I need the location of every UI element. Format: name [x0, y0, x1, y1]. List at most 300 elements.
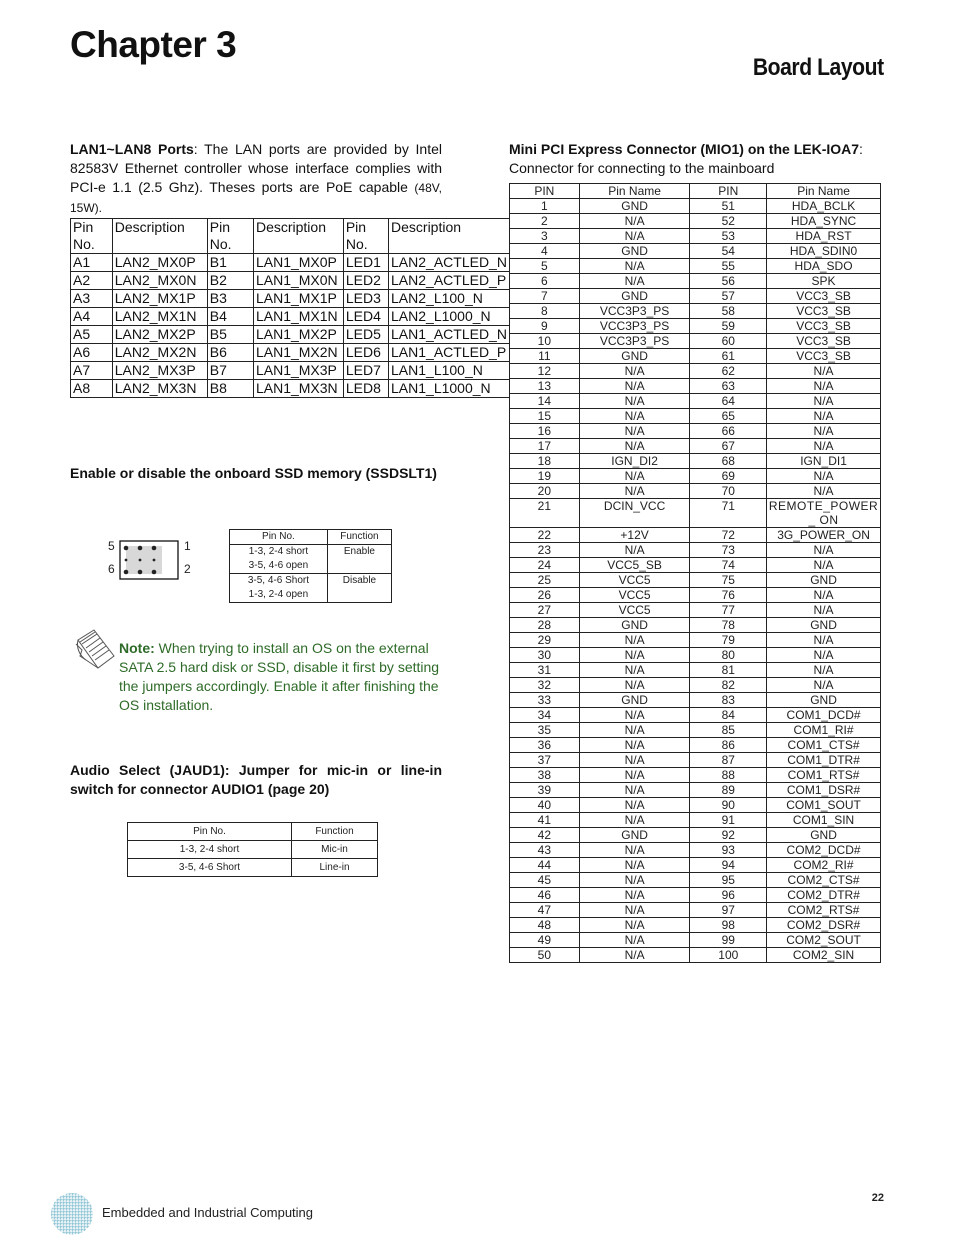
mio-cell: N/A: [579, 933, 690, 948]
mio-cell: 28: [510, 618, 580, 633]
mio-cell: 34: [510, 708, 580, 723]
lan-cell: LAN1_ACTLED_N: [389, 326, 510, 344]
mio-table-row: [510, 573, 881, 588]
ssd-disable-pin-line: 1-3, 2-4 open: [248, 589, 309, 600]
jumper-cap: [126, 546, 162, 574]
jumper-label-5: 5: [108, 539, 115, 553]
mio-cell: 73: [690, 543, 767, 558]
ssd-enable-pin-line: 3-5, 4-6 open: [248, 560, 309, 571]
mio-cell: GND: [767, 573, 881, 588]
mio-cell: N/A: [579, 364, 690, 379]
mio-cell: 4: [510, 244, 580, 259]
mio-cell: N/A: [579, 708, 690, 723]
mio-cell: 30: [510, 648, 580, 663]
mio-cell: 56: [690, 274, 767, 289]
mio-cell: 85: [690, 723, 767, 738]
mio-cell: 36: [510, 738, 580, 753]
lan-cell: LAN2_MX0P: [112, 254, 207, 272]
mio-cell: HDA_SDO: [767, 259, 881, 274]
ssd-disable-function: Disable: [327, 574, 391, 603]
mio-cell: 51: [690, 199, 767, 214]
lan-table-row: [71, 362, 510, 380]
lan-poe-note: (48V, 15W).: [70, 181, 442, 215]
mio-table-row: [510, 199, 881, 214]
mio-cell: 33: [510, 693, 580, 708]
mio-cell: N/A: [579, 813, 690, 828]
mio-table-row: [510, 379, 881, 394]
footer-company-text: Embedded and Industrial Computing: [102, 1205, 314, 1220]
mio-cell: 97: [690, 903, 767, 918]
mio-cell: 16: [510, 424, 580, 439]
lan-cell: LAN2_MX3N: [112, 380, 207, 398]
mio-cell: 68: [690, 454, 767, 469]
lan-cell: B4: [207, 308, 253, 326]
mio-cell: GND: [579, 199, 690, 214]
mio-cell: 75: [690, 573, 767, 588]
mio-cell: VCC3_SB: [767, 349, 881, 364]
mio-subtitle: Connector for connecting to the mainboard: [509, 160, 775, 176]
page-number: 22: [871, 1192, 884, 1204]
mio-cell: N/A: [579, 259, 690, 274]
mio-table-row: [510, 289, 881, 304]
ssd-heading: Enable or disable the onboard SSD memory (SSDSLT1): [70, 465, 437, 481]
lan-cell: LED6: [343, 344, 388, 362]
mio-pin-table: [509, 183, 881, 963]
mio-cell: N/A: [579, 843, 690, 858]
mio-table-row: [510, 274, 881, 289]
mio-cell: 66: [690, 424, 767, 439]
mio-table-row: [510, 424, 881, 439]
mio-table-row: [510, 364, 881, 379]
ssd-header-function: Function: [327, 530, 391, 545]
lan-cell: B5: [207, 326, 253, 344]
mio-cell: HDA_SYNC: [767, 214, 881, 229]
mio-table-row: [510, 768, 881, 783]
mio-cell: VCC5_SB: [579, 558, 690, 573]
lan-cell: LED8: [343, 380, 388, 398]
audio-jumper-table: [127, 822, 378, 877]
mio-cell: COM2_RI#: [767, 858, 881, 873]
mio-table-row: [510, 783, 881, 798]
mio-table-row: [510, 244, 881, 259]
mio-cell: COM1_DCD#: [767, 708, 881, 723]
mio-table-row: [510, 214, 881, 229]
mio-table-row: [510, 409, 881, 424]
mio-cell: GND: [579, 289, 690, 304]
jumper-label-2: 2: [184, 562, 191, 576]
mio-table-row: [510, 678, 881, 693]
mio-cell: 37: [510, 753, 580, 768]
mio-cell: N/A: [767, 484, 881, 499]
mio-cell: N/A: [579, 274, 690, 289]
mio-table-row: [510, 933, 881, 948]
mio-cell: 72: [690, 528, 767, 543]
mio-cell: 8: [510, 304, 580, 319]
mio-cell: N/A: [579, 379, 690, 394]
mio-cell: 19: [510, 469, 580, 484]
lan-cell: LAN1_MX1N: [253, 308, 343, 326]
mio-cell: 55: [690, 259, 767, 274]
lan-cell: LAN1_L1000_N: [389, 380, 510, 398]
lan-cell: LAN2_MX1P: [112, 290, 207, 308]
mio-cell: 35: [510, 723, 580, 738]
mio-cell: VCC5: [579, 588, 690, 603]
mio-cell: COM2_CTS#: [767, 873, 881, 888]
mio-table-row: [510, 843, 881, 858]
mio-cell: 92: [690, 828, 767, 843]
mio-cell: VCC3P3_PS: [579, 334, 690, 349]
mio-table-row: [510, 663, 881, 678]
mio-cell: 18: [510, 454, 580, 469]
mio-cell: 78: [690, 618, 767, 633]
mio-table-row: [510, 229, 881, 244]
lan-cell: LAN2_MX2N: [112, 344, 207, 362]
mio-cell: VCC5: [579, 603, 690, 618]
mio-table-row: [510, 394, 881, 409]
lan-cell: A7: [71, 362, 113, 380]
mio-cell: N/A: [767, 588, 881, 603]
lan-cell: LAN1_MX3P: [253, 362, 343, 380]
lan-cell: A5: [71, 326, 113, 344]
mio-cell: COM2_RTS#: [767, 903, 881, 918]
mio-cell: COM2_DCD#: [767, 843, 881, 858]
ssd-enable-function: Enable: [327, 545, 391, 574]
lan-table-row: [71, 290, 510, 308]
mio-cell: HDA_RST: [767, 229, 881, 244]
mio-cell: 13: [510, 379, 580, 394]
ssd-jumper-table: [229, 529, 392, 603]
lan-table-row: [71, 254, 510, 272]
lan-cell: LAN1_L100_N: [389, 362, 510, 380]
chapter-title: Chapter 3: [70, 24, 237, 65]
lan-cell: LAN1_ACTLED_P: [389, 344, 510, 362]
lan-cell: LAN2_ACTLED_N: [389, 254, 510, 272]
lan-header-cell: Pin No.: [71, 219, 113, 254]
audio-row-pins: 1-3, 2-4 short: [128, 841, 292, 859]
lan-cell: A2: [71, 272, 113, 290]
lan-cell: LAN2_MX1N: [112, 308, 207, 326]
note-pad-icon: [74, 626, 116, 672]
mio-cell: N/A: [579, 798, 690, 813]
mio-cell: 10: [510, 334, 580, 349]
mio-cell: REMOTE_POWER_ ON: [767, 499, 881, 528]
mio-cell: 40: [510, 798, 580, 813]
mio-cell: 5: [510, 259, 580, 274]
mio-cell: COM2_SIN: [767, 948, 881, 963]
mio-cell: 79: [690, 633, 767, 648]
mio-cell: 12: [510, 364, 580, 379]
mio-cell: COM1_RTS#: [767, 768, 881, 783]
mio-table-row: [510, 454, 881, 469]
mio-cell: N/A: [579, 469, 690, 484]
mio-cell: HDA_BCLK: [767, 199, 881, 214]
ssd-jumper-diagram: [104, 538, 196, 582]
mio-cell: GND: [579, 828, 690, 843]
mio-table-row: [510, 603, 881, 618]
mio-cell: 89: [690, 783, 767, 798]
mio-cell: 87: [690, 753, 767, 768]
mio-cell: 77: [690, 603, 767, 618]
mio-table-row: [510, 588, 881, 603]
mio-table-row: [510, 948, 881, 963]
mio-cell: HDA_SDIN0: [767, 244, 881, 259]
lan-cell: LED4: [343, 308, 388, 326]
mio-cell: 95: [690, 873, 767, 888]
mio-cell: 83: [690, 693, 767, 708]
mio-cell: 47: [510, 903, 580, 918]
mio-cell: 64: [690, 394, 767, 409]
mio-cell: 58: [690, 304, 767, 319]
note-body: When trying to install an OS on the external SATA 2.5 hard disk or SSD, disable it first by setting the jumpers accordingly. Enable it after finishing the OS installation.: [119, 640, 440, 713]
jumper-label-1: 1: [184, 539, 191, 553]
mio-cell: N/A: [579, 918, 690, 933]
mio-cell: N/A: [767, 603, 881, 618]
section-title: Board Layout: [753, 54, 884, 81]
lan-cell: LAN2_ACTLED_P: [389, 272, 510, 290]
lan-cell: A1: [71, 254, 113, 272]
mio-table-row: [510, 648, 881, 663]
mio-cell: N/A: [579, 738, 690, 753]
jumper-label-6: 6: [108, 562, 115, 576]
mio-cell: N/A: [579, 543, 690, 558]
mio-cell: 44: [510, 858, 580, 873]
lan-cell: B1: [207, 254, 253, 272]
mio-cell: 94: [690, 858, 767, 873]
mio-table-row: [510, 828, 881, 843]
lan-cell: LED2: [343, 272, 388, 290]
company-logo-icon: [50, 1192, 94, 1236]
mio-table-row: [510, 858, 881, 873]
lan-cell: A8: [71, 380, 113, 398]
mio-table-row: [510, 873, 881, 888]
mio-cell: 2: [510, 214, 580, 229]
mio-cell: 21: [510, 499, 580, 528]
mio-cell: 49: [510, 933, 580, 948]
lan-table-row: [71, 344, 510, 362]
mio-cell: 63: [690, 379, 767, 394]
mio-cell: VCC3_SB: [767, 304, 881, 319]
mio-cell: 62: [690, 364, 767, 379]
audio-header-pin: Pin No.: [128, 823, 292, 841]
mio-cell: VCC3_SB: [767, 334, 881, 349]
mio-header-cell: Pin Name: [767, 184, 881, 199]
lan-cell: B7: [207, 362, 253, 380]
mio-header-cell: PIN: [690, 184, 767, 199]
mio-cell: N/A: [767, 678, 881, 693]
mio-cell: 54: [690, 244, 767, 259]
mio-cell: 80: [690, 648, 767, 663]
mio-cell: N/A: [767, 409, 881, 424]
mio-cell: 71: [690, 499, 767, 528]
mio-cell: 76: [690, 588, 767, 603]
mio-cell: VCC3_SB: [767, 319, 881, 334]
mio-cell: 46: [510, 888, 580, 903]
mio-cell: 69: [690, 469, 767, 484]
mio-cell: GND: [767, 618, 881, 633]
mio-cell: 17: [510, 439, 580, 454]
mio-cell: 3: [510, 229, 580, 244]
mio-cell: 74: [690, 558, 767, 573]
mio-cell: 25: [510, 573, 580, 588]
mio-cell: N/A: [767, 558, 881, 573]
mio-cell: N/A: [579, 439, 690, 454]
mio-cell: 70: [690, 484, 767, 499]
mio-cell: 29: [510, 633, 580, 648]
mio-title: Mini PCI Express Connector (MIO1) on the LEK-IOA7: [509, 141, 860, 157]
mio-cell: 23: [510, 543, 580, 558]
mio-table-row: [510, 813, 881, 828]
mio-table-row: [510, 349, 881, 364]
mio-cell: N/A: [767, 424, 881, 439]
mio-cell: N/A: [767, 469, 881, 484]
note-text: [119, 639, 442, 715]
lan-pin-table: [70, 218, 510, 398]
mio-cell: COM2_DTR#: [767, 888, 881, 903]
lan-cell: LAN2_L1000_N: [389, 308, 510, 326]
mio-cell: 59: [690, 319, 767, 334]
lan-cell: LAN1_MX3N: [253, 380, 343, 398]
note-label: Note:: [119, 640, 155, 656]
ssd-enable-pins: [230, 545, 328, 574]
mio-cell: GND: [767, 693, 881, 708]
mio-cell: N/A: [579, 394, 690, 409]
lan-cell: LAN2_MX2P: [112, 326, 207, 344]
mio-cell: 20: [510, 484, 580, 499]
lan-header-cell: Description: [389, 219, 510, 254]
mio-table-row: [510, 528, 881, 543]
mio-cell: 84: [690, 708, 767, 723]
mio-table-row: [510, 259, 881, 274]
mio-table-row: [510, 888, 881, 903]
mio-table-row: [510, 738, 881, 753]
ssd-enable-pin-line: 1-3, 2-4 short: [248, 546, 309, 557]
mio-cell: 60: [690, 334, 767, 349]
lan-header-cell: Description: [112, 219, 207, 254]
lan-cell: LAN1_MX1P: [253, 290, 343, 308]
mio-cell: N/A: [579, 888, 690, 903]
mio-cell: 3G_POWER_ON: [767, 528, 881, 543]
lan-cell: LAN2_MX3P: [112, 362, 207, 380]
mio-cell: 81: [690, 663, 767, 678]
mio-table-row: [510, 618, 881, 633]
mio-cell: 6: [510, 274, 580, 289]
lan-cell: A3: [71, 290, 113, 308]
lan-cell: LAN1_MX2P: [253, 326, 343, 344]
lan-cell: LED1: [343, 254, 388, 272]
mio-table-row: [510, 499, 881, 528]
mio-cell: N/A: [579, 484, 690, 499]
mio-cell: N/A: [579, 409, 690, 424]
lan-table-row: [71, 272, 510, 290]
mio-cell: 48: [510, 918, 580, 933]
mio-cell: 52: [690, 214, 767, 229]
lan-cell: B8: [207, 380, 253, 398]
mio-cell: 22: [510, 528, 580, 543]
mio-cell: COM1_SOUT: [767, 798, 881, 813]
mio-cell: N/A: [767, 364, 881, 379]
mio-cell: 61: [690, 349, 767, 364]
mio-cell: 39: [510, 783, 580, 798]
mio-cell: COM1_DSR#: [767, 783, 881, 798]
lan-cell: A4: [71, 308, 113, 326]
mio-cell: N/A: [579, 783, 690, 798]
mio-table-row: [510, 798, 881, 813]
lan-cell: LAN1_MX2N: [253, 344, 343, 362]
mio-cell: 100: [690, 948, 767, 963]
lan-cell: B3: [207, 290, 253, 308]
mio-header-cell: Pin Name: [579, 184, 690, 199]
mio-cell: 65: [690, 409, 767, 424]
ssd-header-pin: Pin No.: [230, 530, 328, 545]
mio-table-row: [510, 633, 881, 648]
mio-cell: VCC3P3_PS: [579, 304, 690, 319]
lan-table-row: [71, 308, 510, 326]
mio-cell: 7: [510, 289, 580, 304]
lan-cell: LAN1_MX0N: [253, 272, 343, 290]
mio-cell: COM2_SOUT: [767, 933, 881, 948]
mio-cell: 53: [690, 229, 767, 244]
mio-cell: N/A: [767, 379, 881, 394]
mio-cell: 9: [510, 319, 580, 334]
ssd-disable-pins: [230, 574, 328, 603]
mio-cell: 86: [690, 738, 767, 753]
mio-table-row: [510, 708, 881, 723]
lan-header-cell: Description: [253, 219, 343, 254]
lan-table-row: [71, 326, 510, 344]
audio-heading: Audio Select (JAUD1): Jumper for mic-in or line-in switch for connector AUDIO1 (page 20): [70, 762, 442, 797]
lan-cell: LAN2_L100_N: [389, 290, 510, 308]
lan-cell: A6: [71, 344, 113, 362]
mio-cell: 1: [510, 199, 580, 214]
mio-table-row: [510, 723, 881, 738]
mio-table-header: [510, 184, 881, 199]
mio-cell: 45: [510, 873, 580, 888]
mio-cell: COM1_CTS#: [767, 738, 881, 753]
mio-table-row: [510, 903, 881, 918]
mio-header-cell: PIN: [510, 184, 580, 199]
mio-cell: VCC5: [579, 573, 690, 588]
audio-row-function: Line-in: [292, 859, 378, 877]
mio-cell: 32: [510, 678, 580, 693]
mio-cell: N/A: [579, 873, 690, 888]
lan-header-cell: Pin No.: [207, 219, 253, 254]
mio-table-row: [510, 484, 881, 499]
mio-cell: VCC3P3_PS: [579, 319, 690, 334]
lan-cell: LED7: [343, 362, 388, 380]
lan-cell: LED5: [343, 326, 388, 344]
mio-cell: 82: [690, 678, 767, 693]
mio-cell: 24: [510, 558, 580, 573]
mio-cell: N/A: [579, 663, 690, 678]
mio-table-row: [510, 469, 881, 484]
lan-cell: LED3: [343, 290, 388, 308]
mio-cell: COM1_DTR#: [767, 753, 881, 768]
mio-cell: N/A: [767, 543, 881, 558]
mio-cell: N/A: [579, 903, 690, 918]
mio-cell: N/A: [579, 214, 690, 229]
mio-cell: GND: [579, 693, 690, 708]
mio-cell: N/A: [579, 633, 690, 648]
mio-cell: 99: [690, 933, 767, 948]
lan-cell: LAN1_MX0P: [253, 254, 343, 272]
mio-cell: 88: [690, 768, 767, 783]
mio-cell: GND: [579, 244, 690, 259]
mio-table-row: [510, 918, 881, 933]
mio-table-row: [510, 543, 881, 558]
mio-cell: 26: [510, 588, 580, 603]
mio-cell: 67: [690, 439, 767, 454]
mio-cell: N/A: [579, 858, 690, 873]
